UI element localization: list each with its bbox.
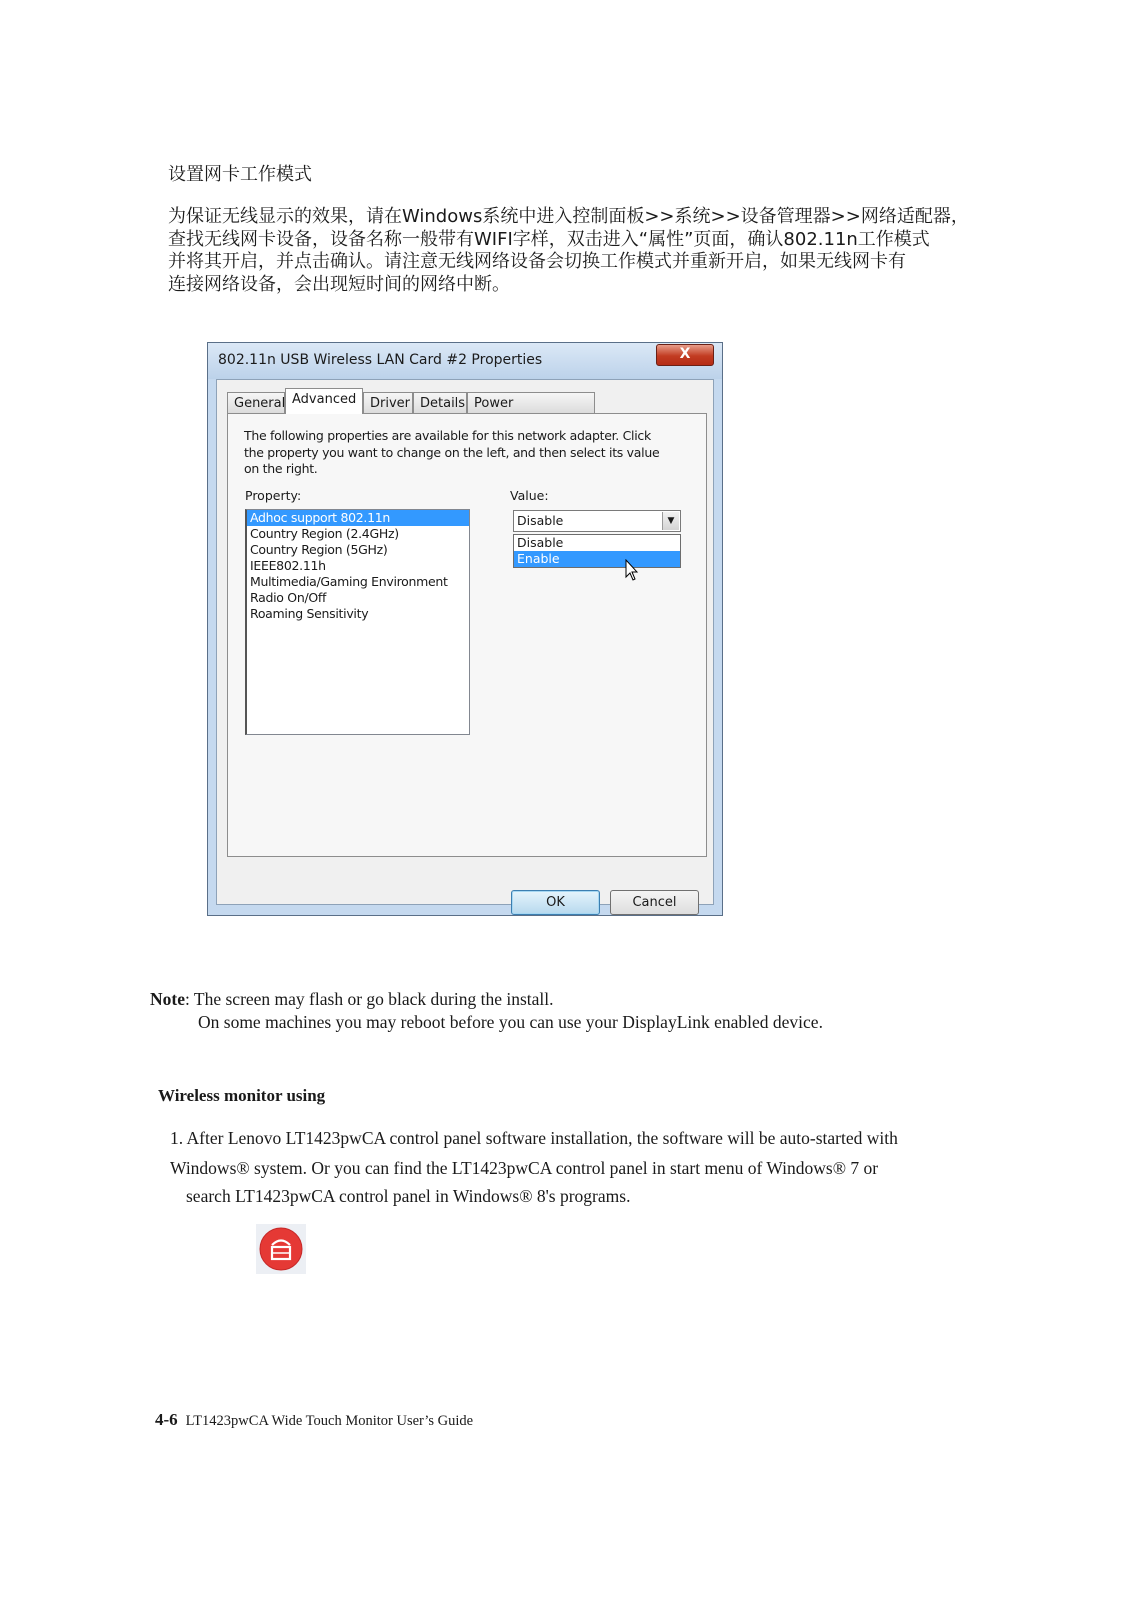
chinese-line-3: 并将其开启，并点击确认。请注意无线网络设备会切换工作模式并重新开启，如果无线网卡有 <box>168 251 906 272</box>
dialog-client-area <box>216 379 714 910</box>
ok-button[interactable]: OK <box>511 890 600 915</box>
guide-title: LT1423pwCA Wide Touch Monitor User’s Guide <box>185 1413 474 1429</box>
property-listbox[interactable] <box>245 509 470 735</box>
value-combobox[interactable] <box>513 510 681 532</box>
dialog-title: 802.11n USB Wireless LAN Card #2 Properties <box>218 352 543 368</box>
tab-advanced[interactable]: Advanced <box>285 388 363 414</box>
note-block <box>150 988 823 1034</box>
property-item-roaming[interactable]: Roaming Sensitivity <box>250 606 369 621</box>
advanced-tab-panel <box>227 413 707 857</box>
value-label: Value: <box>510 488 549 503</box>
page-footer <box>155 1410 473 1430</box>
value-combobox-text: Disable <box>517 513 564 528</box>
property-item-country-5[interactable]: Country Region (5GHz) <box>250 542 388 557</box>
tab-details[interactable]: Details <box>413 392 467 413</box>
chinese-line-2: 查找无线网卡设备，设备名称一般带有WIFI字样，双击进入“属性”页面，确认802.11n工作模式 <box>168 228 930 250</box>
chinese-line-1: 为保证无线显示的效果，请在Windows系统中进入控制面板>>系统>>设备管理器>>网络适配器， <box>168 206 969 227</box>
chinese-paragraph <box>168 206 968 296</box>
panel-description: The following properties are available for this network adapter. Click the property you want to change on the left, and then select its value on the right. <box>244 428 660 476</box>
note-line-2: On some machines you may reboot before you can use your DisplayLink enabled device. <box>198 1012 823 1032</box>
close-icon: X <box>679 346 691 362</box>
chevron-down-icon[interactable]: ▼ <box>662 512 679 530</box>
value-dropdown-list[interactable] <box>513 534 681 568</box>
section-heading: Wireless monitor using <box>158 1086 326 1105</box>
property-item-adhoc[interactable]: Adhoc support 802.11n <box>247 510 469 526</box>
page-number: 4-6 <box>155 1410 178 1429</box>
tab-driver[interactable]: Driver <box>363 392 413 413</box>
note-label: Note <box>150 989 185 1009</box>
value-option-disable[interactable]: Disable <box>517 535 564 550</box>
section-line-3: search LT1423pwCA control panel in Windows® 8's programs. <box>186 1186 631 1206</box>
cancel-button[interactable]: Cancel <box>610 890 699 915</box>
property-item-multimedia[interactable]: Multimedia/Gaming Environment <box>250 574 448 589</box>
chinese-heading: 设置网卡工作模式 <box>168 164 312 185</box>
dialog-titlebar[interactable] <box>208 343 722 379</box>
property-label: Property: <box>245 488 302 503</box>
section-line-2: Windows® system. Or you can find the LT1423pwCA control panel in start menu of Windows® 7 or <box>170 1158 879 1178</box>
mouse-cursor-icon <box>625 559 641 583</box>
value-option-enable[interactable]: Enable <box>514 551 680 567</box>
section-paragraph <box>170 1128 1000 1207</box>
tab-power-management[interactable]: Power <box>467 392 595 413</box>
property-item-ieee80211h[interactable]: IEEE802.11h <box>250 558 326 573</box>
property-item-country-24[interactable]: Country Region (2.4GHz) <box>250 526 399 541</box>
section-line-1: 1. After Lenovo LT1423pwCA control panel software installation, the software will be auto-started with <box>170 1128 898 1148</box>
close-button[interactable] <box>656 344 714 366</box>
properties-dialog <box>207 342 723 916</box>
wireless-display-app-icon <box>256 1224 306 1274</box>
chinese-line-4: 连接网络设备，会出现短时间的网络中断。 <box>168 273 510 295</box>
property-item-radio[interactable]: Radio On/Off <box>250 590 327 605</box>
tab-general[interactable]: General <box>227 392 285 413</box>
note-line-1: : The screen may flash or go black during the install. <box>184 989 554 1009</box>
